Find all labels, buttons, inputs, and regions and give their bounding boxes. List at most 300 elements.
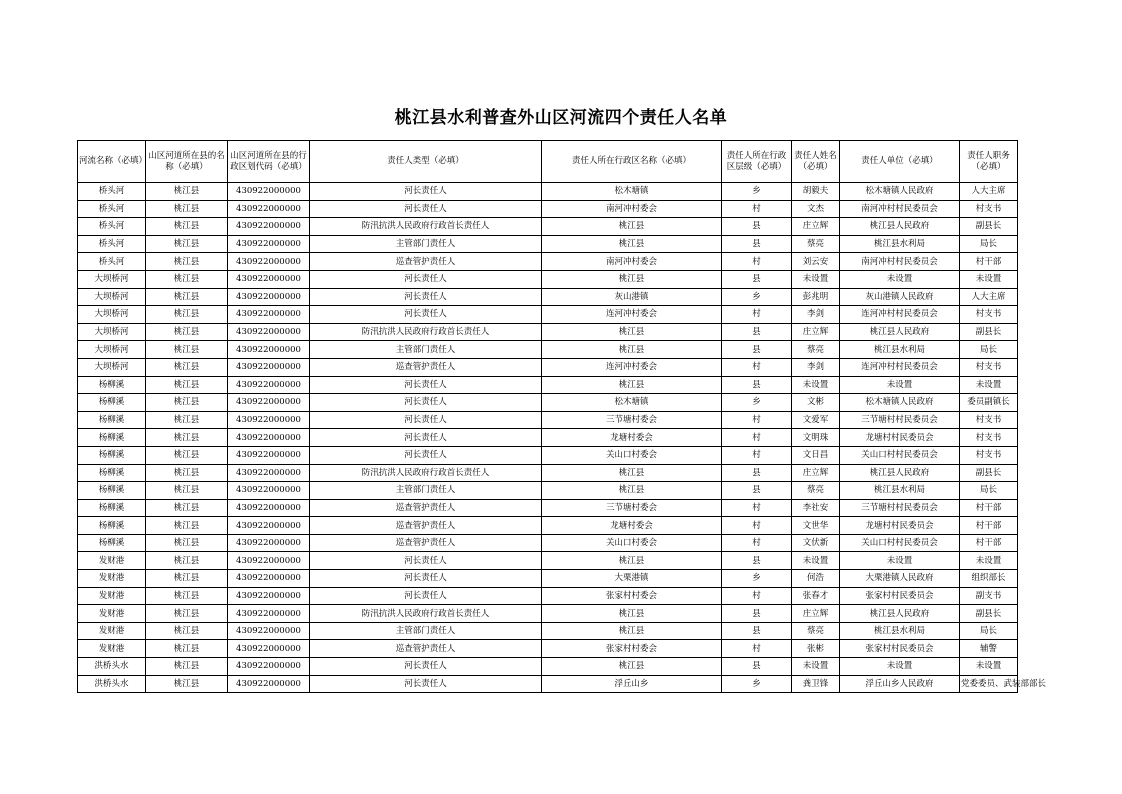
table-cell: 桃江县人民政府 bbox=[840, 323, 960, 341]
table-cell: 河长责任人 bbox=[310, 270, 542, 288]
table-row bbox=[78, 253, 1018, 271]
table-cell: 大栗港镇 bbox=[542, 570, 722, 588]
table-cell: 文日昌 bbox=[792, 446, 840, 464]
table-cell: 430922000000 bbox=[228, 534, 310, 552]
table-cell: 桃江县 bbox=[146, 270, 228, 288]
table-row bbox=[78, 235, 1018, 253]
table-cell: 张春才 bbox=[792, 587, 840, 605]
table-cell: 430922000000 bbox=[228, 552, 310, 570]
table-cell: 松木塘镇人民政府 bbox=[840, 394, 960, 412]
table-cell: 杨柳溪 bbox=[78, 482, 146, 500]
table-cell: 乡 bbox=[722, 394, 792, 412]
table-cell: 副支书 bbox=[960, 587, 1018, 605]
column-header: 山区河道所在县的名称（必填） bbox=[146, 141, 228, 183]
table-cell: 430922000000 bbox=[228, 323, 310, 341]
table-cell: 县 bbox=[722, 658, 792, 676]
table-cell: 龙塘村委会 bbox=[542, 429, 722, 447]
table-cell: 防汛抗洪人民政府行政首长责任人 bbox=[310, 605, 542, 623]
table-cell: 村 bbox=[722, 358, 792, 376]
table-row bbox=[78, 358, 1018, 376]
table-cell: 河长责任人 bbox=[310, 429, 542, 447]
table-cell: 村支书 bbox=[960, 446, 1018, 464]
table-cell: 430922000000 bbox=[228, 605, 310, 623]
table-cell: 彭兆明 bbox=[792, 288, 840, 306]
table-cell: 大坝桥河 bbox=[78, 288, 146, 306]
table-cell: 三节塘村委会 bbox=[542, 411, 722, 429]
table-cell: 430922000000 bbox=[228, 517, 310, 535]
table-row bbox=[78, 341, 1018, 359]
table-cell: 县 bbox=[722, 323, 792, 341]
table-cell: 县 bbox=[722, 552, 792, 570]
table-cell: 桃江县 bbox=[542, 323, 722, 341]
table-cell: 张家村村民委员会 bbox=[840, 587, 960, 605]
table-cell: 杨柳溪 bbox=[78, 517, 146, 535]
table-cell: 桃江县 bbox=[146, 411, 228, 429]
table-cell: 文杰 bbox=[792, 200, 840, 218]
table-cell: 村 bbox=[722, 411, 792, 429]
table-cell: 河长责任人 bbox=[310, 552, 542, 570]
table-cell: 村干部 bbox=[960, 534, 1018, 552]
table-cell: 大坝桥河 bbox=[78, 323, 146, 341]
table-cell: 桥头河 bbox=[78, 235, 146, 253]
table-cell: 桥头河 bbox=[78, 200, 146, 218]
table-cell: 村 bbox=[722, 446, 792, 464]
table-cell: 防汛抗洪人民政府行政首长责任人 bbox=[310, 464, 542, 482]
table-cell: 未设置 bbox=[840, 376, 960, 394]
table-cell: 桃江县人民政府 bbox=[840, 605, 960, 623]
table-cell: 主管部门责任人 bbox=[310, 235, 542, 253]
table-cell: 430922000000 bbox=[228, 622, 310, 640]
table-cell: 河长责任人 bbox=[310, 446, 542, 464]
table-cell: 430922000000 bbox=[228, 341, 310, 359]
column-header: 责任人姓名（必填） bbox=[792, 141, 840, 183]
table-cell: 洪桥头水 bbox=[78, 658, 146, 676]
table-cell: 县 bbox=[722, 482, 792, 500]
table-row bbox=[78, 270, 1018, 288]
table-cell: 胡毅夫 bbox=[792, 183, 840, 201]
table-row bbox=[78, 288, 1018, 306]
table-row bbox=[78, 499, 1018, 517]
table-row bbox=[78, 446, 1018, 464]
table-cell: 县 bbox=[722, 341, 792, 359]
table-row bbox=[78, 411, 1018, 429]
table-cell: 巡查管护责任人 bbox=[310, 640, 542, 658]
table-cell: 河长责任人 bbox=[310, 658, 542, 676]
table-cell: 430922000000 bbox=[228, 288, 310, 306]
table-cell: 县 bbox=[722, 218, 792, 236]
table-cell: 庄立辉 bbox=[792, 464, 840, 482]
column-header: 责任人所在行政区名称（必填） bbox=[542, 141, 722, 183]
table-cell: 村支书 bbox=[960, 306, 1018, 324]
table-cell: 党委委员、武装部部长 bbox=[960, 675, 1018, 693]
table-cell: 灰山港镇 bbox=[542, 288, 722, 306]
table-row bbox=[78, 306, 1018, 324]
table-cell: 蔡亮 bbox=[792, 341, 840, 359]
table-row bbox=[78, 429, 1018, 447]
table-cell: 桃江县 bbox=[542, 605, 722, 623]
table-cell: 桃江县人民政府 bbox=[840, 464, 960, 482]
table-cell: 桃江县 bbox=[542, 464, 722, 482]
table-cell: 村干部 bbox=[960, 499, 1018, 517]
table-cell: 桃江县 bbox=[146, 288, 228, 306]
table-cell: 桃江县 bbox=[146, 534, 228, 552]
table-cell: 桃江县 bbox=[146, 218, 228, 236]
table-cell: 庄立辉 bbox=[792, 605, 840, 623]
table-cell: 桃江县 bbox=[146, 429, 228, 447]
table-cell: 龙塘村村民委员会 bbox=[840, 517, 960, 535]
table-cell: 乡 bbox=[722, 183, 792, 201]
table-cell: 巡查管护责任人 bbox=[310, 499, 542, 517]
table-cell: 浮丘山乡人民政府 bbox=[840, 675, 960, 693]
page-title: 桃江县水利普查外山区河流四个责任人名单 bbox=[394, 108, 728, 128]
table-cell: 未设置 bbox=[792, 552, 840, 570]
table-cell: 县 bbox=[722, 605, 792, 623]
table-cell: 桃江县 bbox=[146, 622, 228, 640]
table-cell: 村 bbox=[722, 517, 792, 535]
column-header: 山区河道所在县的行政区划代码（必填） bbox=[228, 141, 310, 183]
table-cell: 430922000000 bbox=[228, 376, 310, 394]
table-cell: 桃江县 bbox=[146, 376, 228, 394]
table-cell: 张家村村委会 bbox=[542, 640, 722, 658]
table-cell: 蔡亮 bbox=[792, 235, 840, 253]
table-cell: 桃江县 bbox=[146, 675, 228, 693]
table-cell: 庄立辉 bbox=[792, 323, 840, 341]
table-cell: 河长责任人 bbox=[310, 570, 542, 588]
table-cell: 发财港 bbox=[78, 605, 146, 623]
table-cell: 桃江县 bbox=[146, 658, 228, 676]
table-cell: 430922000000 bbox=[228, 587, 310, 605]
table-row bbox=[78, 517, 1018, 535]
table-row bbox=[78, 183, 1018, 201]
table-cell: 桃江县 bbox=[146, 183, 228, 201]
table-cell: 430922000000 bbox=[228, 570, 310, 588]
table-cell: 未设置 bbox=[840, 270, 960, 288]
table-cell: 桃江县 bbox=[146, 552, 228, 570]
table-cell: 文爱军 bbox=[792, 411, 840, 429]
table-cell: 村 bbox=[722, 200, 792, 218]
table-cell: 430922000000 bbox=[228, 482, 310, 500]
table-cell: 乡 bbox=[722, 288, 792, 306]
column-header: 河流名称（必填） bbox=[78, 141, 146, 183]
table-cell: 松木塘镇人民政府 bbox=[840, 183, 960, 201]
table-cell: 局长 bbox=[960, 341, 1018, 359]
header-row bbox=[78, 141, 1018, 183]
table-cell: 张彬 bbox=[792, 640, 840, 658]
table-cell: 连河冲村村民委员会 bbox=[840, 306, 960, 324]
table-cell: 蔡亮 bbox=[792, 482, 840, 500]
table-cell: 430922000000 bbox=[228, 429, 310, 447]
table-cell: 南河冲村委会 bbox=[542, 253, 722, 271]
table-cell: 乡 bbox=[722, 675, 792, 693]
table-cell: 桃江县水利局 bbox=[840, 341, 960, 359]
table-cell: 村 bbox=[722, 499, 792, 517]
column-header: 责任人所在行政区层级（必填） bbox=[722, 141, 792, 183]
table-cell: 未设置 bbox=[960, 270, 1018, 288]
table-cell: 桃江县 bbox=[542, 270, 722, 288]
table-cell: 430922000000 bbox=[228, 658, 310, 676]
table-cell: 桥头河 bbox=[78, 253, 146, 271]
table-cell: 桥头河 bbox=[78, 218, 146, 236]
table-cell: 副县长 bbox=[960, 323, 1018, 341]
table-row bbox=[78, 218, 1018, 236]
table-cell: 河长责任人 bbox=[310, 200, 542, 218]
table-cell: 杨柳溪 bbox=[78, 411, 146, 429]
table-cell: 村 bbox=[722, 640, 792, 658]
table-cell: 杨柳溪 bbox=[78, 429, 146, 447]
table-row bbox=[78, 376, 1018, 394]
table-cell: 三节塘村委会 bbox=[542, 499, 722, 517]
table-cell: 关山口村委会 bbox=[542, 446, 722, 464]
table-cell: 连河冲村委会 bbox=[542, 306, 722, 324]
table-cell: 杨柳溪 bbox=[78, 534, 146, 552]
table-cell: 大坝桥河 bbox=[78, 341, 146, 359]
table-cell: 杨柳溪 bbox=[78, 464, 146, 482]
table-cell: 县 bbox=[722, 270, 792, 288]
table-cell: 庄立辉 bbox=[792, 218, 840, 236]
table-cell: 发财港 bbox=[78, 587, 146, 605]
table-cell: 未设置 bbox=[840, 658, 960, 676]
table-cell: 主管部门责任人 bbox=[310, 622, 542, 640]
table-cell: 430922000000 bbox=[228, 675, 310, 693]
table-cell: 县 bbox=[722, 376, 792, 394]
table-cell: 430922000000 bbox=[228, 235, 310, 253]
table-row bbox=[78, 622, 1018, 640]
table-cell: 桃江县 bbox=[542, 341, 722, 359]
table-row bbox=[78, 323, 1018, 341]
table-cell: 文世华 bbox=[792, 517, 840, 535]
table-cell: 三节塘村村民委员会 bbox=[840, 411, 960, 429]
table-cell: 关山口村委会 bbox=[542, 534, 722, 552]
table-cell: 桃江县 bbox=[146, 200, 228, 218]
table-cell: 刘云安 bbox=[792, 253, 840, 271]
table-cell: 副县长 bbox=[960, 605, 1018, 623]
table-row bbox=[78, 534, 1018, 552]
table-cell: 河长责任人 bbox=[310, 411, 542, 429]
table-cell: 桃江县 bbox=[146, 323, 228, 341]
table-row bbox=[78, 605, 1018, 623]
table-cell: 桃江县 bbox=[542, 376, 722, 394]
table-cell: 430922000000 bbox=[228, 200, 310, 218]
table-cell: 局长 bbox=[960, 235, 1018, 253]
table-cell: 洪桥头水 bbox=[78, 675, 146, 693]
table-cell: 村干部 bbox=[960, 253, 1018, 271]
table-cell: 桃江县 bbox=[542, 482, 722, 500]
table-cell: 430922000000 bbox=[228, 640, 310, 658]
table-cell: 杨柳溪 bbox=[78, 394, 146, 412]
table-cell: 主管部门责任人 bbox=[310, 482, 542, 500]
table-cell: 连河冲村委会 bbox=[542, 358, 722, 376]
table-cell: 430922000000 bbox=[228, 270, 310, 288]
table-cell: 县 bbox=[722, 464, 792, 482]
table-cell: 龙塘村委会 bbox=[542, 517, 722, 535]
table-cell: 河长责任人 bbox=[310, 394, 542, 412]
table-cell: 桃江县 bbox=[146, 605, 228, 623]
table-cell: 430922000000 bbox=[228, 411, 310, 429]
table-cell: 430922000000 bbox=[228, 358, 310, 376]
table-cell: 未设置 bbox=[960, 552, 1018, 570]
table-cell: 桃江县水利局 bbox=[840, 482, 960, 500]
table-row bbox=[78, 394, 1018, 412]
table-cell: 防汛抗洪人民政府行政首长责任人 bbox=[310, 218, 542, 236]
table-cell: 桃江县 bbox=[146, 587, 228, 605]
table-cell: 局长 bbox=[960, 482, 1018, 500]
table-cell: 人大主席 bbox=[960, 183, 1018, 201]
responsibility-table bbox=[77, 140, 1047, 693]
table-cell: 辅警 bbox=[960, 640, 1018, 658]
table-cell: 430922000000 bbox=[228, 446, 310, 464]
table-cell: 未设置 bbox=[840, 552, 960, 570]
table-cell: 桃江县 bbox=[146, 482, 228, 500]
table-cell: 蔡亮 bbox=[792, 622, 840, 640]
table-cell: 430922000000 bbox=[228, 464, 310, 482]
table-cell: 杨柳溪 bbox=[78, 499, 146, 517]
table-cell: 未设置 bbox=[792, 376, 840, 394]
table-cell: 430922000000 bbox=[228, 253, 310, 271]
table-row bbox=[78, 552, 1018, 570]
table-cell: 龚卫锋 bbox=[792, 675, 840, 693]
table-cell: 大栗港镇人民政府 bbox=[840, 570, 960, 588]
table-cell: 村干部 bbox=[960, 517, 1018, 535]
column-header: 责任人单位（必填） bbox=[840, 141, 960, 183]
table-cell: 张家村村委会 bbox=[542, 587, 722, 605]
table-cell: 灰山港镇人民政府 bbox=[840, 288, 960, 306]
table-cell: 河长责任人 bbox=[310, 306, 542, 324]
table-cell: 发财港 bbox=[78, 640, 146, 658]
table-cell: 430922000000 bbox=[228, 394, 310, 412]
table-cell: 局长 bbox=[960, 622, 1018, 640]
table-cell: 桃江县 bbox=[146, 499, 228, 517]
table-cell: 桃江县 bbox=[146, 253, 228, 271]
table-cell: 杨柳溪 bbox=[78, 376, 146, 394]
table-cell: 连河冲村村民委员会 bbox=[840, 358, 960, 376]
table-cell: 村 bbox=[722, 587, 792, 605]
table-cell: 组织部长 bbox=[960, 570, 1018, 588]
table-cell: 巡查管护责任人 bbox=[310, 534, 542, 552]
table-cell: 未设置 bbox=[792, 270, 840, 288]
table-cell: 李剑 bbox=[792, 306, 840, 324]
table-cell: 巡查管护责任人 bbox=[310, 517, 542, 535]
table-cell: 李社安 bbox=[792, 499, 840, 517]
table-cell: 河长责任人 bbox=[310, 675, 542, 693]
table-row bbox=[78, 640, 1018, 658]
table-cell: 桃江县 bbox=[146, 341, 228, 359]
table-cell: 文明珠 bbox=[792, 429, 840, 447]
table-cell: 河长责任人 bbox=[310, 376, 542, 394]
table-cell: 杨柳溪 bbox=[78, 446, 146, 464]
table-cell: 南河冲村村民委员会 bbox=[840, 253, 960, 271]
table-cell: 村支书 bbox=[960, 358, 1018, 376]
table-cell: 村 bbox=[722, 253, 792, 271]
table-cell: 河长责任人 bbox=[310, 587, 542, 605]
table-cell: 村 bbox=[722, 306, 792, 324]
table-cell: 河长责任人 bbox=[310, 288, 542, 306]
table-cell: 巡查管护责任人 bbox=[310, 358, 542, 376]
table-cell: 桃江县 bbox=[146, 235, 228, 253]
table-cell: 委员副镇长 bbox=[960, 394, 1018, 412]
table-cell: 桥头河 bbox=[78, 183, 146, 201]
table-cell: 430922000000 bbox=[228, 183, 310, 201]
table-cell: 未设置 bbox=[960, 376, 1018, 394]
table-cell: 河长责任人 bbox=[310, 183, 542, 201]
table-cell: 430922000000 bbox=[228, 218, 310, 236]
table-cell: 松木塘镇 bbox=[542, 394, 722, 412]
table-row bbox=[78, 570, 1018, 588]
table-cell: 南河冲村委会 bbox=[542, 200, 722, 218]
table-cell: 桃江县 bbox=[146, 358, 228, 376]
table-cell: 桃江县水利局 bbox=[840, 622, 960, 640]
table-cell: 三节塘村村民委员会 bbox=[840, 499, 960, 517]
table-cell: 巡查管护责任人 bbox=[310, 253, 542, 271]
table-cell: 大坝桥河 bbox=[78, 358, 146, 376]
table-cell: 村支书 bbox=[960, 429, 1018, 447]
column-header: 责任人职务（必填） bbox=[960, 141, 1018, 183]
table-cell: 桃江县人民政府 bbox=[840, 218, 960, 236]
table-cell: 主管部门责任人 bbox=[310, 341, 542, 359]
table-cell: 桃江县 bbox=[542, 218, 722, 236]
table-row bbox=[78, 658, 1018, 676]
table-cell: 县 bbox=[722, 622, 792, 640]
table-cell: 浮丘山乡 bbox=[542, 675, 722, 693]
table-cell: 何浩 bbox=[792, 570, 840, 588]
table-row bbox=[78, 587, 1018, 605]
table-cell: 桃江县 bbox=[542, 622, 722, 640]
table-cell: 村支书 bbox=[960, 411, 1018, 429]
table-cell: 文伏新 bbox=[792, 534, 840, 552]
table-cell: 李剑 bbox=[792, 358, 840, 376]
table-cell: 村支书 bbox=[960, 200, 1018, 218]
table-cell: 桃江县 bbox=[146, 570, 228, 588]
table-cell: 人大主席 bbox=[960, 288, 1018, 306]
table-cell: 未设置 bbox=[960, 658, 1018, 676]
table-cell: 文彬 bbox=[792, 394, 840, 412]
table-cell: 松木塘镇 bbox=[542, 183, 722, 201]
table-cell: 大坝桥河 bbox=[78, 270, 146, 288]
table-cell: 桃江县 bbox=[542, 235, 722, 253]
table-row bbox=[78, 482, 1018, 500]
table-cell: 桃江县水利局 bbox=[840, 235, 960, 253]
table-cell: 桃江县 bbox=[542, 658, 722, 676]
table-row bbox=[78, 464, 1018, 482]
table-cell: 430922000000 bbox=[228, 499, 310, 517]
table-cell: 副县长 bbox=[960, 218, 1018, 236]
table-cell: 桃江县 bbox=[542, 552, 722, 570]
table-cell: 副县长 bbox=[960, 464, 1018, 482]
table-cell: 村 bbox=[722, 534, 792, 552]
table-cell: 桃江县 bbox=[146, 640, 228, 658]
table-cell: 桃江县 bbox=[146, 446, 228, 464]
column-header: 责任人类型（必填） bbox=[310, 141, 542, 183]
table-cell: 桃江县 bbox=[146, 517, 228, 535]
table-cell: 县 bbox=[722, 235, 792, 253]
table-row bbox=[78, 200, 1018, 218]
table-cell: 未设置 bbox=[792, 658, 840, 676]
table-cell: 南河冲村村民委员会 bbox=[840, 200, 960, 218]
table-body bbox=[78, 183, 1047, 693]
table-cell: 430922000000 bbox=[228, 306, 310, 324]
table-cell: 张家村村民委员会 bbox=[840, 640, 960, 658]
table-cell: 发财港 bbox=[78, 622, 146, 640]
table-cell: 发财港 bbox=[78, 570, 146, 588]
table-cell: 村 bbox=[722, 429, 792, 447]
table-row bbox=[78, 675, 1018, 693]
table-cell: 龙塘村村民委员会 bbox=[840, 429, 960, 447]
table-cell: 关山口村村民委员会 bbox=[840, 534, 960, 552]
table-cell: 桃江县 bbox=[146, 394, 228, 412]
table-cell: 大坝桥河 bbox=[78, 306, 146, 324]
table-cell: 乡 bbox=[722, 570, 792, 588]
table-cell: 防汛抗洪人民政府行政首长责任人 bbox=[310, 323, 542, 341]
table-cell: 桃江县 bbox=[146, 464, 228, 482]
